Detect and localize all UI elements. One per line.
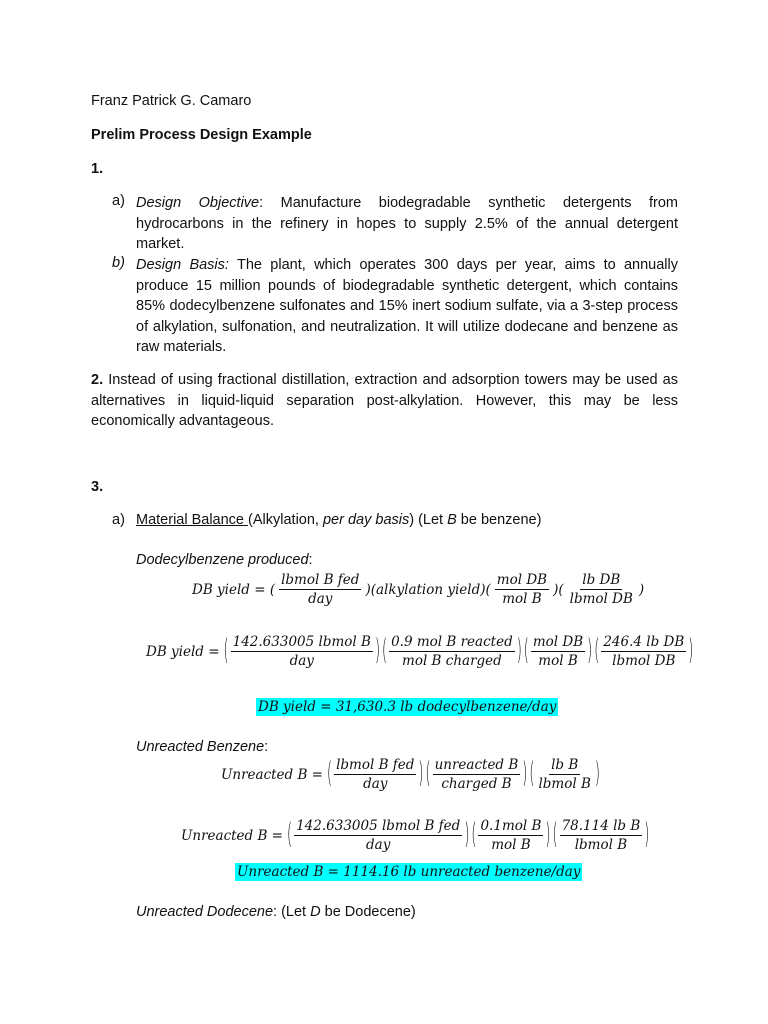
eq1-f2-denominator: mol B <box>502 591 542 607</box>
eq1-end: ) <box>638 581 645 598</box>
design-objective-paragraph <box>136 193 678 255</box>
eq2-f2-denominator: mol B charged <box>402 653 502 669</box>
eq2-lhs: DB yield = <box>146 643 220 660</box>
eq4-f1-numerator: 142.633005 lbmol B fed <box>296 818 461 834</box>
eq1-fraction-1 <box>279 572 361 607</box>
eq4-f1-denominator: day <box>366 837 391 853</box>
eq4-f2-numerator: 0.1mol B <box>480 818 542 834</box>
section-3-number: 3. <box>91 479 104 495</box>
material-balance-var: B <box>447 512 457 528</box>
section-2-text: Instead of using fractional distillation, extraction and adsorption towers may be used as alternatives in liquid-liquid separation post-alkylation. However, this may be less economically advantageous. <box>91 372 678 429</box>
unreacted-benzene-heading-colon: : <box>264 739 269 755</box>
eq2-f3-denominator: mol B <box>538 653 578 669</box>
section-1-number: 1. <box>91 161 104 177</box>
eq3-f3-numerator: lb B <box>551 757 579 773</box>
design-objective-text: : Manufacture biodegradable synthetic detergents from hydrocarbons in the refinery in hopes to supply 2.5% of the annual detergent market. <box>136 195 678 252</box>
eq4-f2-denominator: mol B <box>491 837 531 853</box>
section-2-number: 2. <box>91 372 104 388</box>
unreacted-dodecene-tail: be Dodecene) <box>320 904 416 920</box>
eq2-f1-numerator: 142.633005 lbmol B <box>232 634 371 650</box>
db-yield-result: DB yield = 31,630.3 lb dodecylbenzene/day <box>258 699 557 715</box>
item-1b-marker: b) <box>112 255 125 271</box>
eq1-fraction-2 <box>495 572 549 607</box>
eq2-f3-numerator: mol DB <box>532 634 584 650</box>
eq2-fraction-4 <box>601 634 686 669</box>
eq3-f3-denominator: lbmol B <box>538 776 591 792</box>
dodecylbenzene-heading-text: Dodecylbenzene produced <box>136 552 309 568</box>
item-1a-marker: a) <box>112 193 125 209</box>
material-balance-paren-close: ) (Let <box>409 512 448 528</box>
eq4-f3-numerator: 78.114 lb B <box>561 818 641 834</box>
eq3-f1-numerator: lbmol B fed <box>336 757 415 773</box>
eq3-f2-denominator: charged B <box>441 776 512 792</box>
unreacted-b-numeric-equation: Unreacted B = ( $\frac{\text{142.633005 lbmol B fed}}{\text{day}}$ ) ( $\frac{\text{0.1mol B}}{\text{mol B}}$ ) ( $\frac{\text{78.114 lb B}}{\text{lbmol B}}$ ) <box>178 818 650 853</box>
eq1-f3-numerator: lb DB <box>582 572 621 588</box>
eq1-lhs: DB yield = ( <box>192 581 276 598</box>
unreacted-dodecene-paren: : (Let <box>273 904 311 920</box>
unreacted-dodecene-heading <box>136 904 416 920</box>
eq3-f2-numerator: unreacted B <box>434 757 519 773</box>
eq1-mid: )(alkylation yield)( <box>365 581 491 598</box>
design-basis-label: Design Basis: <box>136 257 229 273</box>
eq1-f3-denominator: lbmol DB <box>569 591 633 607</box>
eq4-f3-denominator: lbmol B <box>574 837 628 853</box>
eq4-fraction-2 <box>478 818 543 853</box>
unreacted-benzene-heading-text: Unreacted Benzene <box>136 739 265 755</box>
material-balance-basis: per day basis <box>322 512 410 528</box>
eq2-f1-denominator: day <box>289 653 314 669</box>
material-balance-heading <box>136 512 541 528</box>
unreacted-dodecene-heading-text: Unreacted Dodecene <box>136 904 274 920</box>
eq2-fraction-2 <box>389 634 515 669</box>
material-balance-tail: be benzene) <box>456 512 542 528</box>
eq2-f4-numerator: 246.4 lb DB <box>603 634 685 650</box>
eq2-fraction-3 <box>531 634 585 669</box>
eq3-fraction-1 <box>334 757 416 792</box>
design-basis-text: The plant, which operates 300 days per year, aims to annually produce 15 million pounds of biodegradable synthetic detergent, which contains 85% dodecylbenzene sulfonates and 15% inert sodium sulfate, via a 3-step process of alkylation, sulfonation, and neutralization. It will utilize dodecane and benzene as raw materials. <box>136 257 678 355</box>
dodecylbenzene-heading-colon: : <box>308 552 313 568</box>
eq2-fraction-1 <box>231 634 373 669</box>
eq1-fraction-3 <box>568 572 635 607</box>
db-yield-general-equation <box>189 572 647 607</box>
eq3-fraction-3 <box>536 757 592 792</box>
eq1-f1-numerator: lbmol B fed <box>281 572 360 588</box>
eq1-f2-numerator: mol DB <box>496 572 548 588</box>
eq4-lhs: Unreacted B = <box>181 827 283 844</box>
eq4-fraction-1 <box>294 818 462 853</box>
section-2-paragraph <box>91 370 678 432</box>
eq4-fraction-3 <box>560 818 643 853</box>
unreacted-dodecene-var: D <box>310 904 321 920</box>
eq3-lhs: Unreacted B = <box>221 766 323 783</box>
eq3-f1-denominator: day <box>363 776 388 792</box>
author-name: Franz Patrick G. Camaro <box>91 93 252 109</box>
eq1-f1-denominator: day <box>308 591 333 607</box>
material-balance-paren: (Alkylation, <box>248 512 323 528</box>
item-3a-marker: a) <box>112 512 125 528</box>
unreacted-b-general-equation: Unreacted B = ( $\frac{\text{lbmol B fed}}{\text{day}}$ ) ( $\frac{\text{unreacted B}}{\text{charged B}}$ ) ( $\frac{\text{lb B}}{\text{lbmol B}}$ ) <box>218 757 601 792</box>
dodecylbenzene-heading <box>136 552 313 568</box>
unreacted-b-result: Unreacted B = 1114.16 lb unreacted benzene/day <box>237 864 581 880</box>
eq2-f2-numerator: 0.9 mol B reacted <box>391 634 513 650</box>
eq1-mid2: )( <box>553 581 564 598</box>
material-balance-label: Material Balance <box>136 512 249 528</box>
document-title: Prelim Process Design Example <box>91 127 312 143</box>
eq2-f4-denominator: lbmol DB <box>612 653 676 669</box>
design-basis-paragraph <box>136 255 678 358</box>
design-objective-label: Design Objective <box>136 195 260 211</box>
unreacted-benzene-heading <box>136 739 268 755</box>
db-yield-numeric-equation: DB yield = ( $\frac{\text{142.633005 lbmol B}}{\text{day}}$ ) ( $\frac{\text{0.9 mol B reacted}}{\text{mol B charged}}$ ) ( $\frac{\text{mol DB}}{\text{mol B}}$ ) ( $\frac{\text{246.4 lb DB}}{\text{lbmol DB}}$ ) <box>143 634 694 669</box>
eq3-fraction-2 <box>433 757 521 792</box>
